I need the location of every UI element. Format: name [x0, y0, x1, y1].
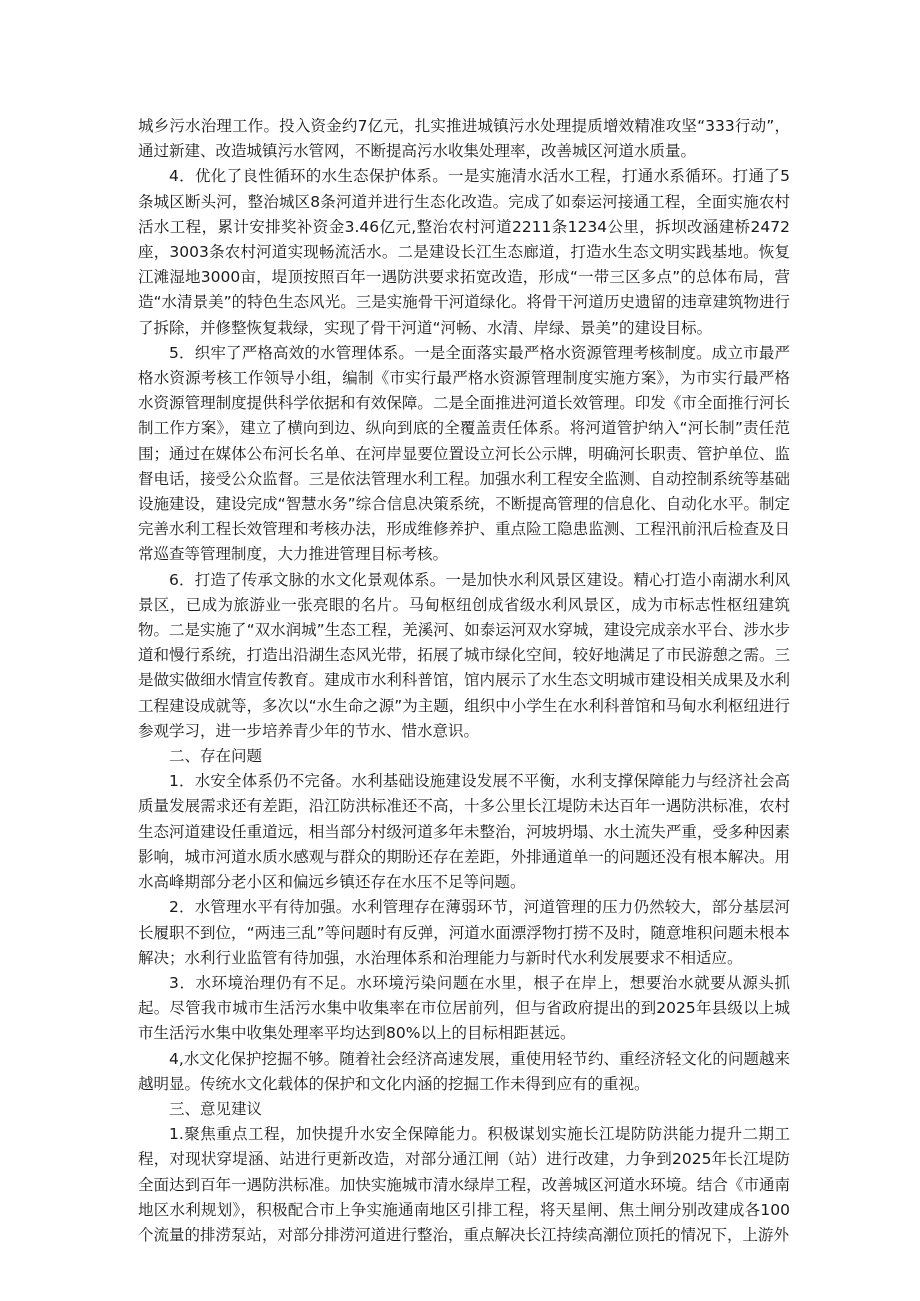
paragraph-environment: 3．水环境治理仍有不足。水环境污染问题在水里，根子在岸上，想要治水就要从源头抓起。尽管我市城市生活污水集中收集率在市位居前列，但与省政府提出的到2025年县级以上城市生活污水集中收集处理率平均达到80%以上的目标相距甚远。 — [138, 973, 790, 1043]
paragraph-ecology-system: 4．优化了良性循环的水生态保护体系。一是实施清水活水工程，打通水系循环。打通了5条城区断头河，整治城区8条河道并进行生态化改造。完成了如泰运河接通工程，全面实施农村活水工程，累计安排奖补资金3.46亿元,整治农村河道2211条1234公里，拆坝改涵建桥2472座，3003条农村河道实现畅流活水。二是建设长江生态廊道，打造水生态文明实践基地。恢复江滩湿地3000亩，堤顶按照百年一遇防洪要求拓宽改造，形成“一带三区多点”的总体布局，营造“水清景美”的特色生态风光。三是实施骨干河道绿化。将骨干河道历史遗留的违章建筑物进行了拆除，并修整恢复栽绿，实现了骨干河道“河畅、水清、岸绿、景美”的建设目标。 — [138, 167, 790, 337]
paragraph-water-culture: 6．打造了传承文脉的水文化景观体系。一是加快水利风景区建设。精心打造小南湖水利风景区，已成为旅游业一张亮眼的名片。马甸枢纽创成省级水利风景区，成为市标志性枢纽建筑物。二是实施了“双水润城”生态工程，羌溪河、如泰运河双水穿城，建设完成亲水平台、涉水步道和慢行系统，打造出沿湖生态风光带，拓展了城市绿化空间，较好地满足了市民游憩之需。三是做实做细水情宣传教育。建成市水利科普馆，馆内展示了水生态文明城市建设相关成果及水利工程建设成就等，多次以“水生命之源”为主题，组织中小学生在水利科普馆和马甸水利枢纽进行参观学习，进一步培养青少年的节水、惜水意识。 — [138, 570, 790, 740]
paragraph-water-safety: 1．水安全体系仍不完备。水利基础设施建设发展不平衡，水利支撑保障能力与经济社会高质量发展需求还有差距，沿江防洪标准还不高，十多公里长江堤防未达百年一遇防洪标准，农村生态河道建设任重道远，相当部分村级河道多年未整治，河坡坍塌、水土流失严重，受多种因素影响，城市河道水质水感观与群众的期盼还存在差距，外排通道单一的问题还没有根本解决。用水高峰期部分老小区和偏远乡镇还存在水压不足等问题。 — [138, 772, 790, 892]
section-heading-problems: 二、存在问题 — [169, 747, 263, 766]
paragraph-continuation: 城乡污水治理工作。投入资金约7亿元，扎实推进城镇污水处理提质增效精准攻坚“333行动”，通过新建、改造城镇污水管网，不断提高污水收集处理率，改善城区河道水质量。 — [138, 117, 790, 161]
paragraph-water-management: 5．织牢了严格高效的水管理体系。一是全面落实最严格水资源管理考核制度。成立市最严格水资源考核工作领导小组，编制《市实行最严格水资源管理制度实施方案》，为市实行最严格水资源管理制度提供科学依据和有效保障。二是全面推进河道长效管理。印发《市全面推行河长制工作方案》，建立了横向到边、纵向到底的全覆盖责任体系。将河道管护纳入“河长制”责任范围；通过在媒体公布河长名单、在河岸显要位置设立河长公示牌，明确河长职责、管护单位、监督电话，接受公众监督。三是依法管理水利工程。加强水利工程安全监测、自动控制系统等基础设施建设，建设完成“智慧水务”综合信息决策系统，不断提高管理的信息化、自动化水平。制定完善水利工程长效管理和考核办法，形成维修养护、重点险工隐患监测、工程汛前汛后检查及日常巡查等管理制度，大力推进管理目标考核。 — [138, 343, 790, 564]
document-body — [138, 114, 790, 1248]
paragraph-culture-protection: 4,水文化保护挖掘不够。随着社会经济高速发展，重使用轻节约、重经济轻文化的问题越来越明显。传统水文化载体的保护和文化内涵的挖掘工作未得到应有的重视。 — [138, 1049, 790, 1093]
paragraph-key-projects: 1.聚焦重点工程，加快提升水安全保障能力。积极谋划实施长江堤防防洪能力提升二期工程，对现状穿堤涵、站进行更新改造，对部分通江闸（站）进行改建，力争到2025年长江堤防全面达到百年一遇防洪标准。加快实施城市清水绿岸工程，改善城区河道水环境。结合《市通南地区水利规划》，积极配合市上争实施通南地区引排工程，将天星闸、焦土闸分别改建成各100个流量的排涝泵站，对部分排涝河道进行整治，重点解决长江持续高潮位顶托的情况下，上游外 — [138, 1125, 790, 1244]
section-heading-suggestions: 三、意见建议 — [169, 1099, 263, 1118]
paragraph-management-level: 2．水管理水平有待加强。水利管理存在薄弱环节，河道管理的压力仍然较大，部分基层河长履职不到位，“两违三乱”等问题时有反弹，河道水面漂浮物打捞不及时，随意堆积问题未根本解决；水利行业监管有待加强，水治理体系和治理能力与新时代水利发展要求不相适应。 — [138, 898, 790, 967]
